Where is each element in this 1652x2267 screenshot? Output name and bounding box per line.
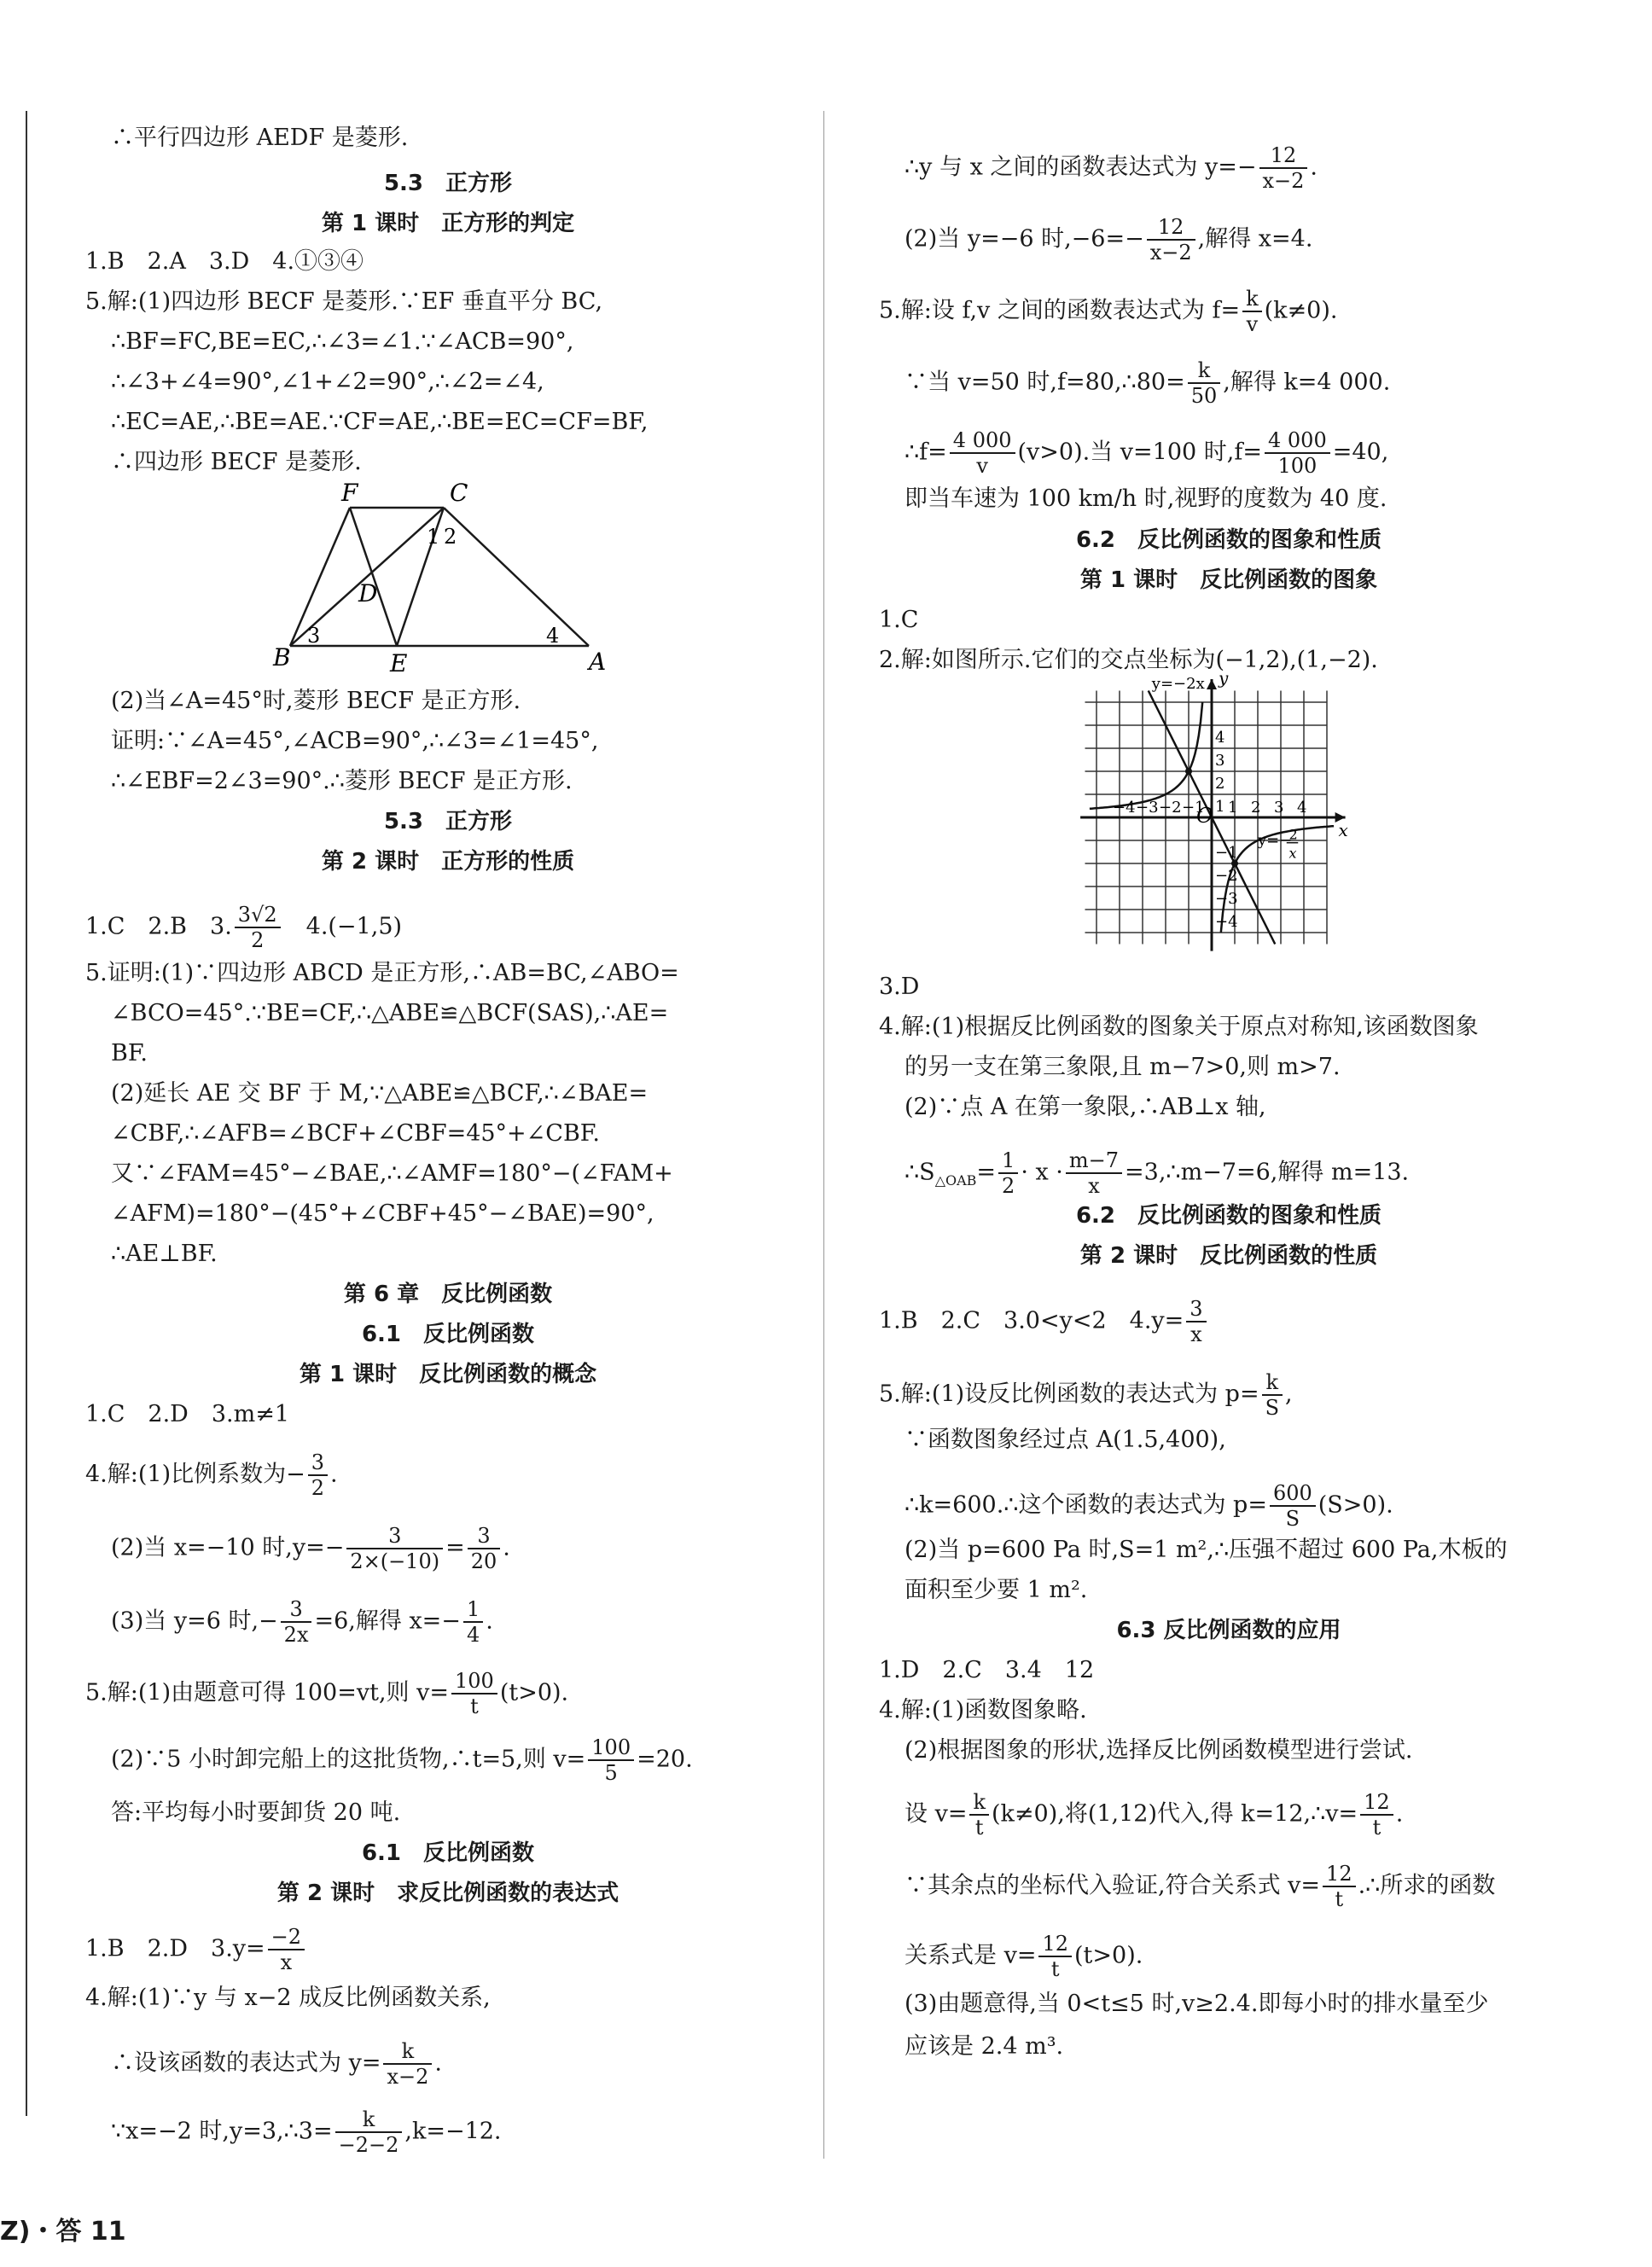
text-line: 应该是 2.4 m³. [905, 2033, 1064, 2060]
y-tick-label: 4 [1215, 729, 1225, 747]
angle-1: 1 [427, 525, 440, 549]
curve-label: y=− [1258, 831, 1293, 850]
angle-4: 4 [546, 624, 560, 648]
text-line: 5.解:(1)由题意可得 100=vt,则 v= $\frac{100}{t}$ (t>0). [85, 1669, 569, 1718]
text-line: ∴设该函数的表达式为 y= $\frac{k}{x-2}$ . [111, 2039, 442, 2089]
answer-line: 1.B 2.A 3.D 4.①③④ [85, 248, 364, 275]
text-line: 面积至少要 1 m². [905, 1577, 1088, 1603]
intersection-point [1185, 768, 1192, 775]
text-line: 5.证明:(1)∵四边形 ABCD 是正方形,∴AB=BC,∠ABO= [85, 960, 679, 986]
text-line: (2)∵点 A 在第一象限,∴AB⊥x 轴, [905, 1094, 1266, 1120]
point-C: C [450, 479, 468, 507]
text-line: 的另一支在第三象限,且 m−7>0,则 m>7. [905, 1054, 1341, 1080]
x-tick-label: 4 [1297, 799, 1307, 817]
y-tick-label: −2 [1215, 867, 1238, 885]
answer-line: 1.B 2.D 3.y= $\frac{-2}{x}$ [85, 1925, 307, 1974]
lesson-heading: 第 2 课时 反比例函数的性质 [1079, 1243, 1378, 1269]
text-line: (2)∵5 小时卸完船上的这批货物,∴t=5,则 v= $\frac{100}{5}$ =20. [111, 1735, 693, 1785]
curve-label-numerator: 2 [1288, 826, 1298, 843]
text-line: 设 v= $\frac{k}{t}$ (k≠0),将(1,12)代入,得 k=12,∴v= $\frac{12}{t}$ . [905, 1790, 1404, 1840]
text-line: ∴f= $\frac{4 000}{v}$ (v>0).当 v=100 时,f= $\frac{4 000}{100}$ =40, [905, 428, 1389, 478]
x-tick-label: 1 [1228, 799, 1238, 817]
y-tick-label: −1 [1215, 844, 1238, 862]
text-line: ∴∠EBF=2∠3=90°.∴菱形 BECF 是正方形. [111, 768, 573, 794]
text-line: (2)当∠A=45°时,菱形 BECF 是正方形. [111, 688, 521, 714]
section-heading: 5.3 正方形 [383, 171, 513, 196]
point-E: E [390, 649, 408, 677]
y-tick-label: −4 [1215, 913, 1238, 931]
answer-line: 1.C 2.B 3. $\frac{3√2}{2}$ 4.(−1,5) [85, 903, 403, 952]
text-line: (2)当 x=−10 时,y=− $\frac{3}{2\times(-10)}$ = $\frac{3}{20}$ . [111, 1524, 510, 1573]
text-line: ∵函数图象经过点 A(1.5,400), [905, 1427, 1226, 1453]
x-tick-label: −1 [1182, 799, 1205, 817]
text-line: 关系式是 v= $\frac{12}{t}$ (t>0). [905, 1932, 1143, 1981]
column-divider-left [26, 111, 27, 2116]
text-line: (2)延长 AE 交 BF 于 M,∵△ABE≌△BCF,∴∠BAE= [111, 1080, 649, 1107]
text-line: (2)当 p=600 Pa 时,S=1 m²,∴压强不超过 600 Pa,木板的 [905, 1537, 1508, 1563]
text-line: 4.解:(1)函数图象略. [879, 1697, 1087, 1724]
angle-2: 2 [444, 525, 457, 549]
y-axis-arrow [1207, 679, 1217, 689]
hyperbola-branch-left [1090, 702, 1202, 809]
origin-label: O [1196, 804, 1213, 828]
text-line: ∴EC=AE,∴BE=AE.∵CF=AE,∴BE=EC=CF=BF, [111, 409, 649, 435]
page-footer: Z)・答 11 [0, 2217, 126, 2247]
answer-line: 1.D 2.C 3.4 12 [879, 1657, 1095, 1683]
x-tick-label: −3 [1136, 799, 1159, 817]
text-line: 又∵∠FAM=45°−∠BAE,∴∠AMF=180°−(∠FAM+ [111, 1160, 673, 1187]
text-line: ∴AE⊥BF. [111, 1241, 218, 1267]
line-label: y=−2x [1151, 674, 1205, 693]
text-line: ∴∠3+∠4=90°,∠1+∠2=90°,∴∠2=∠4, [111, 369, 544, 395]
column-divider-middle [823, 111, 824, 2159]
text-line: (2)当 y=−6 时,−6=− $\frac{12}{x-2}$ ,解得 x=4. [905, 215, 1313, 264]
text-line: ∴BF=FC,BE=EC,∴∠3=∠1.∵∠ACB=90°, [111, 328, 574, 355]
angle-3: 3 [307, 624, 321, 648]
lesson-heading: 第 2 课时 求反比例函数的表达式 [276, 1880, 620, 1906]
text-line: 2.解:如图所示.它们的交点坐标为(−1,2),(1,−2). [879, 647, 1378, 673]
y-axis-label: y [1219, 667, 1229, 689]
text-line: (3)当 y=6 时,− $\frac{3}{2x}$ =6,解得 x=− $\frac{1}{4}$ . [111, 1597, 493, 1647]
text-line: ∠AFM)=180°−(45°+∠CBF+45°−∠BAE)=90°, [111, 1200, 654, 1227]
text-line: 4.解:(1)比例系数为− $\frac{3}{2}$ . [85, 1450, 338, 1500]
x-tick-label: −2 [1159, 799, 1182, 817]
text-line: 5.解:(1)四边形 BECF 是菱形.∵EF 垂直平分 BC, [85, 288, 603, 315]
lesson-heading: 第 2 课时 正方形的性质 [321, 849, 575, 875]
chapter-heading: 第 6 章 反比例函数 [343, 1282, 553, 1307]
text-line: ∵x=−2 时,y=3,∴3= $\frac{k}{-2-2}$ ,k=−12. [111, 2107, 502, 2157]
y-tick-label: 1 [1215, 798, 1225, 816]
x-tick-label: −4 [1113, 799, 1136, 817]
text-line: 5.解:(1)设反比例函数的表达式为 p= $\frac{k}{S}$ , [879, 1370, 1293, 1420]
text-line: 即当车速为 100 km/h 时,视野的度数为 40 度. [905, 485, 1387, 512]
y-tick-label: 3 [1215, 752, 1225, 770]
text-line: ∴y 与 x 之间的函数表达式为 y=− $\frac{12}{x-2}$ . [905, 143, 1318, 193]
text-line: ∵其余点的坐标代入验证,符合关系式 v= $\frac{12}{t}$ .∴所求的函数 [905, 1862, 1496, 1911]
text-line: ∵当 v=50 时,f=80,∴80= $\frac{k}{50}$ ,解得 k=4 000. [905, 358, 1391, 408]
text-line: (3)由题意得,当 0<t≤5 时,v≥2.4.即每小时的排水量至少 [905, 1991, 1489, 2017]
text-line: $\therefore S_{\triangle OAB}=$ $\frac{1}{2}$ · x · $\frac{m-7}{x}$ =3,∴m−7=6,解得 m=13. [905, 1148, 1410, 1198]
section-heading: 6.2 反比例函数的图象和性质 [1075, 1203, 1382, 1229]
curve-label-denominator: x [1288, 845, 1297, 862]
answer-line: 1.C 2.D 3.m≠1 [85, 1401, 289, 1427]
function-graph [1075, 667, 1399, 962]
text-line: (2)根据图象的形状,选择反比例函数模型进行尝试. [905, 1737, 1413, 1764]
text-line: 答:平均每小时要卸货 20 吨. [111, 1799, 401, 1826]
text-line: ∠BCO=45°.∵BE=CF,∴△ABE≌△BCF(SAS),∴AE= [111, 1000, 669, 1026]
section-heading: 6.1 反比例函数 [361, 1840, 535, 1866]
point-B: B [273, 643, 291, 671]
text-line: BF. [111, 1040, 148, 1067]
text-line: 4.解:(1)∵y 与 x−2 成反比例函数关系, [85, 1985, 491, 2011]
text-line: ∴四边形 BECF 是菱形. [111, 449, 362, 475]
section-heading: 6.3 反比例函数的应用 [1116, 1618, 1341, 1643]
text-line: ∴k=600.∴这个函数的表达式为 p= $\frac{600}{S}$ (S>0). [905, 1481, 1393, 1531]
point-D: D [358, 579, 378, 607]
section-heading: 6.2 反比例函数的图象和性质 [1075, 527, 1382, 553]
point-A: A [589, 648, 607, 676]
y-tick-label: 2 [1215, 775, 1225, 793]
x-tick-label: 3 [1274, 799, 1284, 817]
text-line: 5.解:设 f,v 之间的函数表达式为 f= $\frac{k}{v}$ (k≠0). [879, 287, 1338, 336]
lesson-heading: 第 1 课时 正方形的判定 [321, 211, 575, 236]
answer-line: 1.C [879, 607, 919, 633]
text-line: ∠CBF,∴∠AFB=∠BCF+∠CBF=45°+∠CBF. [111, 1120, 600, 1147]
lesson-heading: 第 1 课时 反比例函数的图象 [1079, 567, 1378, 593]
y-tick-label: −3 [1215, 890, 1238, 908]
x-tick-label: 2 [1251, 799, 1261, 817]
x-axis-label: x [1338, 820, 1348, 840]
rhombus-figure [273, 479, 700, 678]
text-line: 4.解:(1)根据反比例函数的图象关于原点对称知,该函数图象 [879, 1014, 1479, 1040]
point-F: F [341, 479, 358, 507]
section-heading: 5.3 正方形 [383, 809, 513, 834]
answer-line: 3.D [879, 974, 920, 1000]
section-heading: 6.1 反比例函数 [361, 1322, 535, 1347]
text-line: 证明:∵∠A=45°,∠ACB=90°,∴∠3=∠1=45°, [111, 728, 599, 754]
lesson-heading: 第 1 课时 反比例函数的概念 [299, 1362, 597, 1387]
text-line: ∴平行四边形 AEDF 是菱形. [111, 125, 409, 151]
answer-line: 1.B 2.C 3.0<y<2 4.y= $\frac{3}{x}$ [879, 1297, 1209, 1346]
